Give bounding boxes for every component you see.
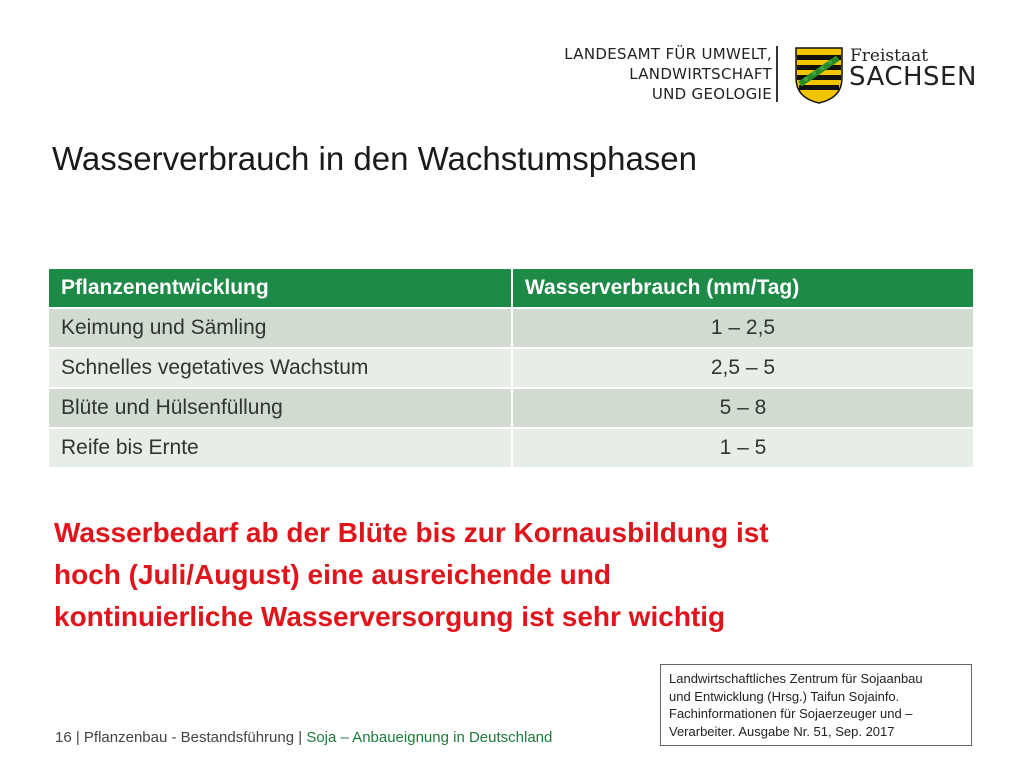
source-citation-box (660, 664, 972, 746)
source-line-2: und Entwicklung (Hrsg.) Taifun Sojainfo. (669, 688, 900, 704)
footer-section: Pflanzenbau - Bestandsführung (83, 729, 295, 746)
table-row (49, 389, 973, 427)
table-row (49, 309, 973, 347)
column-header-plant-development: Pflanzenentwicklung (49, 269, 511, 307)
table-cell-usage: 5 – 8 (513, 389, 973, 427)
table-cell-phase: Blüte und Hülsenfüllung (49, 389, 511, 427)
source-line-1: Landwirtschaftliches Zentrum für Sojaanbau (669, 671, 923, 686)
table-cell-phase: Reife bis Ernte (49, 429, 511, 467)
table-cell-usage: 1 – 2,5 (513, 309, 973, 347)
state-name-line-1: Freistaat (850, 46, 929, 66)
agency-name-line-2: LANDWIRTSCHAFT (629, 65, 772, 83)
footer-separator: | (71, 729, 84, 746)
source-line-3: Fachinformationen für Sojaerzeuger und – (669, 706, 913, 721)
water-usage-table (47, 267, 975, 469)
highlight-note (54, 512, 974, 638)
header-divider (776, 46, 778, 102)
table-cell-usage: 2,5 – 5 (513, 349, 973, 387)
agency-name-line-3: UND GEOLOGIE (651, 85, 772, 103)
agency-name (564, 44, 772, 104)
table-row (49, 349, 973, 387)
slide-footer (55, 729, 552, 746)
table-cell-usage: 1 – 5 (513, 429, 973, 467)
page-number: 16 (55, 729, 72, 746)
saxony-coat-of-arms-icon (794, 46, 844, 104)
agency-name-line-1: LANDESAMT FÜR UMWELT, (564, 45, 772, 63)
footer-deck-title: Soja – Anbaueignung in Deutschland (306, 729, 553, 746)
highlight-note-line-1: Wasserbedarf ab der Blüte bis zur Kornausbildung ist (54, 517, 769, 548)
table-cell-phase: Schnelles vegetatives Wachstum (49, 349, 511, 387)
highlight-note-line-2: hoch (Juli/August) eine ausreichende und (54, 559, 611, 590)
highlight-note-line-3: kontinuierliche Wasserversorgung ist sehr wichtig (54, 601, 726, 632)
page-title: Wasserverbrauch in den Wachstumsphasen (52, 140, 698, 177)
table-header-row (49, 269, 973, 307)
source-line-4: Verarbeiter. Ausgabe Nr. 51, Sep. 2017 (669, 723, 895, 739)
column-header-water-usage: Wasserverbrauch (mm/Tag) (513, 269, 973, 307)
table-row (49, 429, 973, 467)
state-name-line-2: SACHSEN (849, 62, 977, 92)
table-cell-phase: Keimung und Sämling (49, 309, 511, 347)
footer-separator: | (294, 729, 307, 746)
